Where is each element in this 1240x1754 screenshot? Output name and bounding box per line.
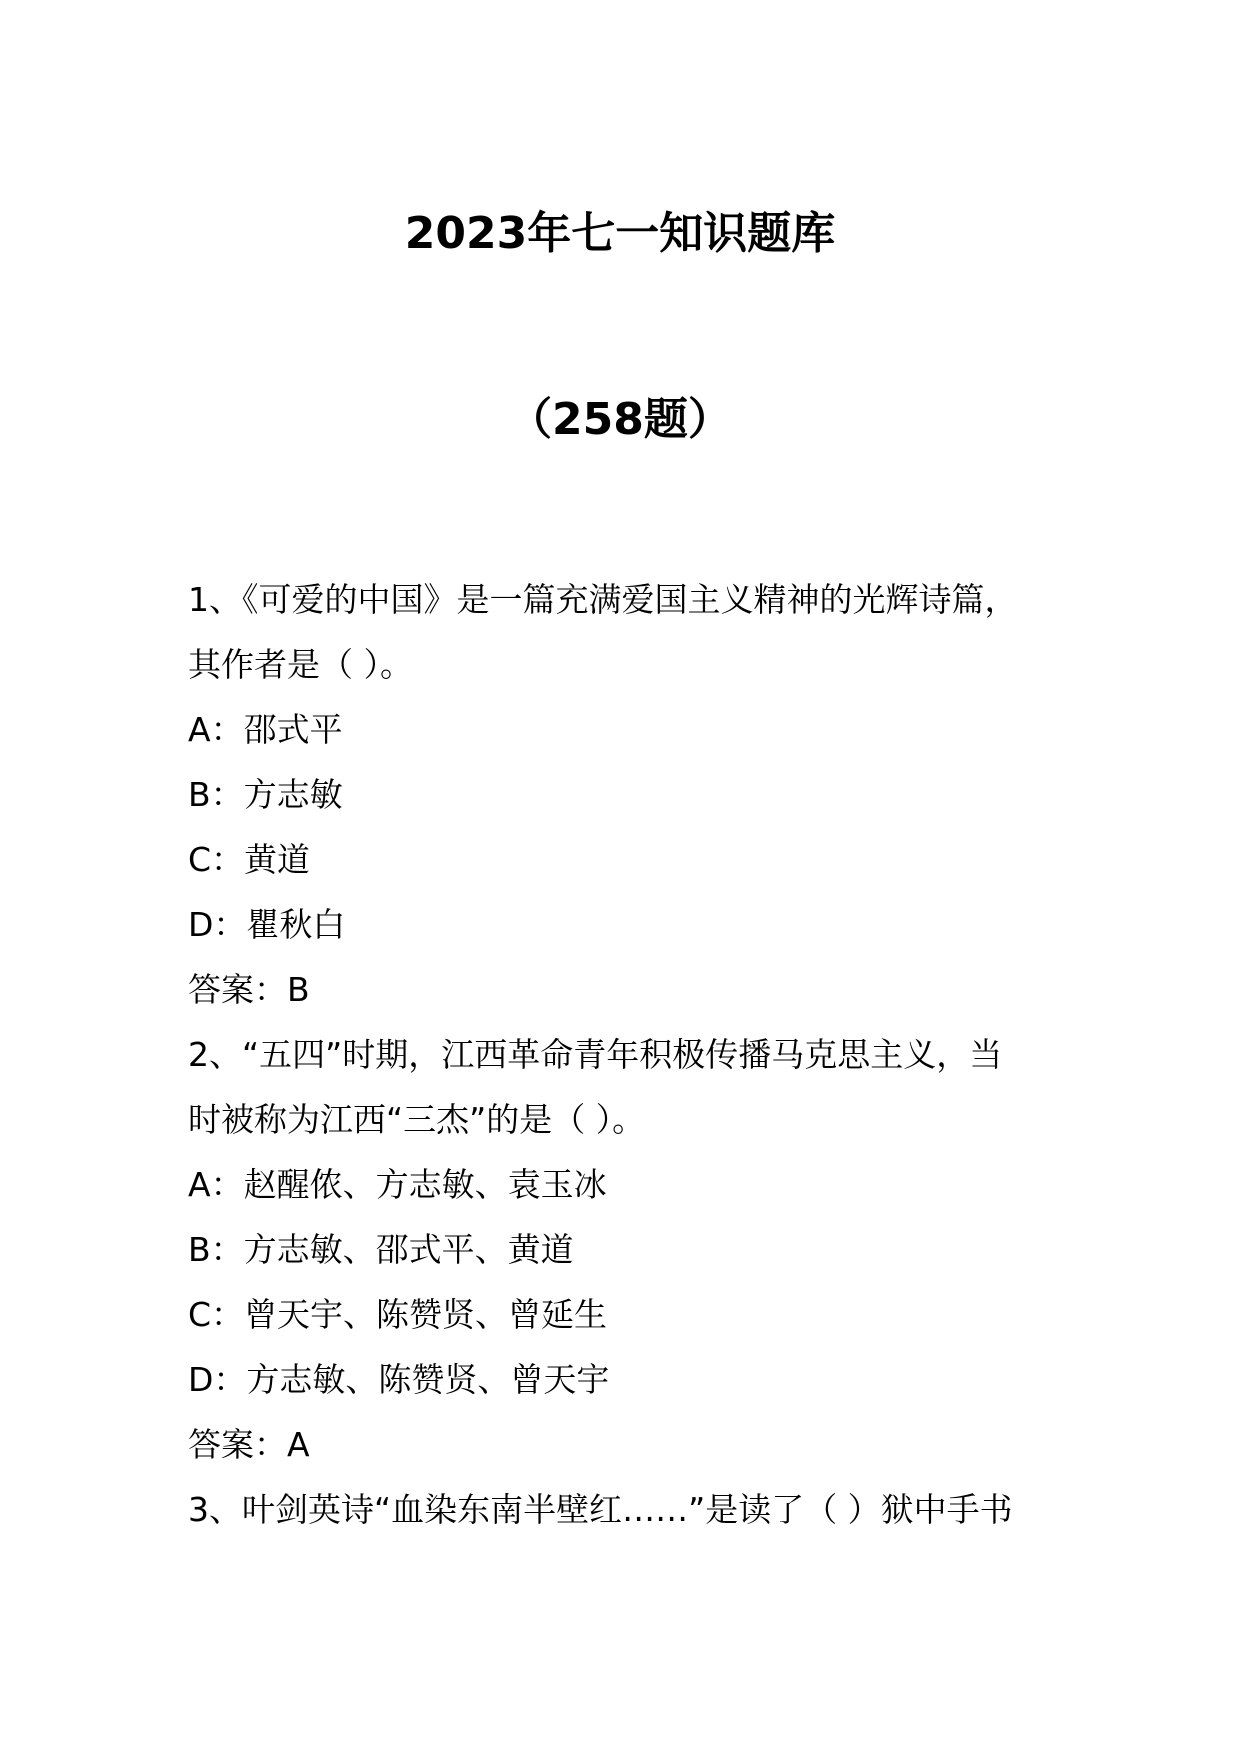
question-1-option-b: B：方志敏 bbox=[188, 775, 343, 814]
question-1-stem-line-1: 1、《可爱的中国》是一篇充满爱国主义精神的光辉诗篇， bbox=[188, 580, 1018, 619]
question-3-stem-line-1: 3、叶剑英诗“血染东南半壁红……”是读了（ ）狱中手书 bbox=[188, 1490, 1013, 1529]
document-title: 2023年七一知识题库 bbox=[404, 208, 836, 259]
question-1-option-d: D：瞿秋白 bbox=[188, 905, 346, 944]
question-2-option-c: C：曾天宇、陈赞贤、曾延生 bbox=[188, 1295, 608, 1334]
question-1-stem-line-2: 其作者是（ ）。 bbox=[188, 645, 413, 684]
question-2-answer: 答案：A bbox=[188, 1425, 310, 1464]
question-2-option-d: D：方志敏、陈赞贤、曾天宇 bbox=[188, 1360, 610, 1399]
document-subtitle: （258题） bbox=[508, 394, 732, 445]
question-2-option-b: B：方志敏、邵式平、黄道 bbox=[188, 1230, 574, 1269]
question-2-stem-line-1: 2、“五四”时期，江西革命青年积极传播马克思主义，当 bbox=[188, 1035, 1003, 1074]
question-1-option-c: C：黄道 bbox=[188, 840, 311, 879]
question-1-option-a: A：邵式平 bbox=[188, 710, 343, 749]
question-2-stem-line-2: 时被称为江西“三杰”的是（ ）。 bbox=[188, 1100, 646, 1139]
question-2-option-a: A：赵醒侬、方志敏、袁玉冰 bbox=[188, 1165, 607, 1204]
question-1-answer: 答案：B bbox=[188, 970, 310, 1009]
